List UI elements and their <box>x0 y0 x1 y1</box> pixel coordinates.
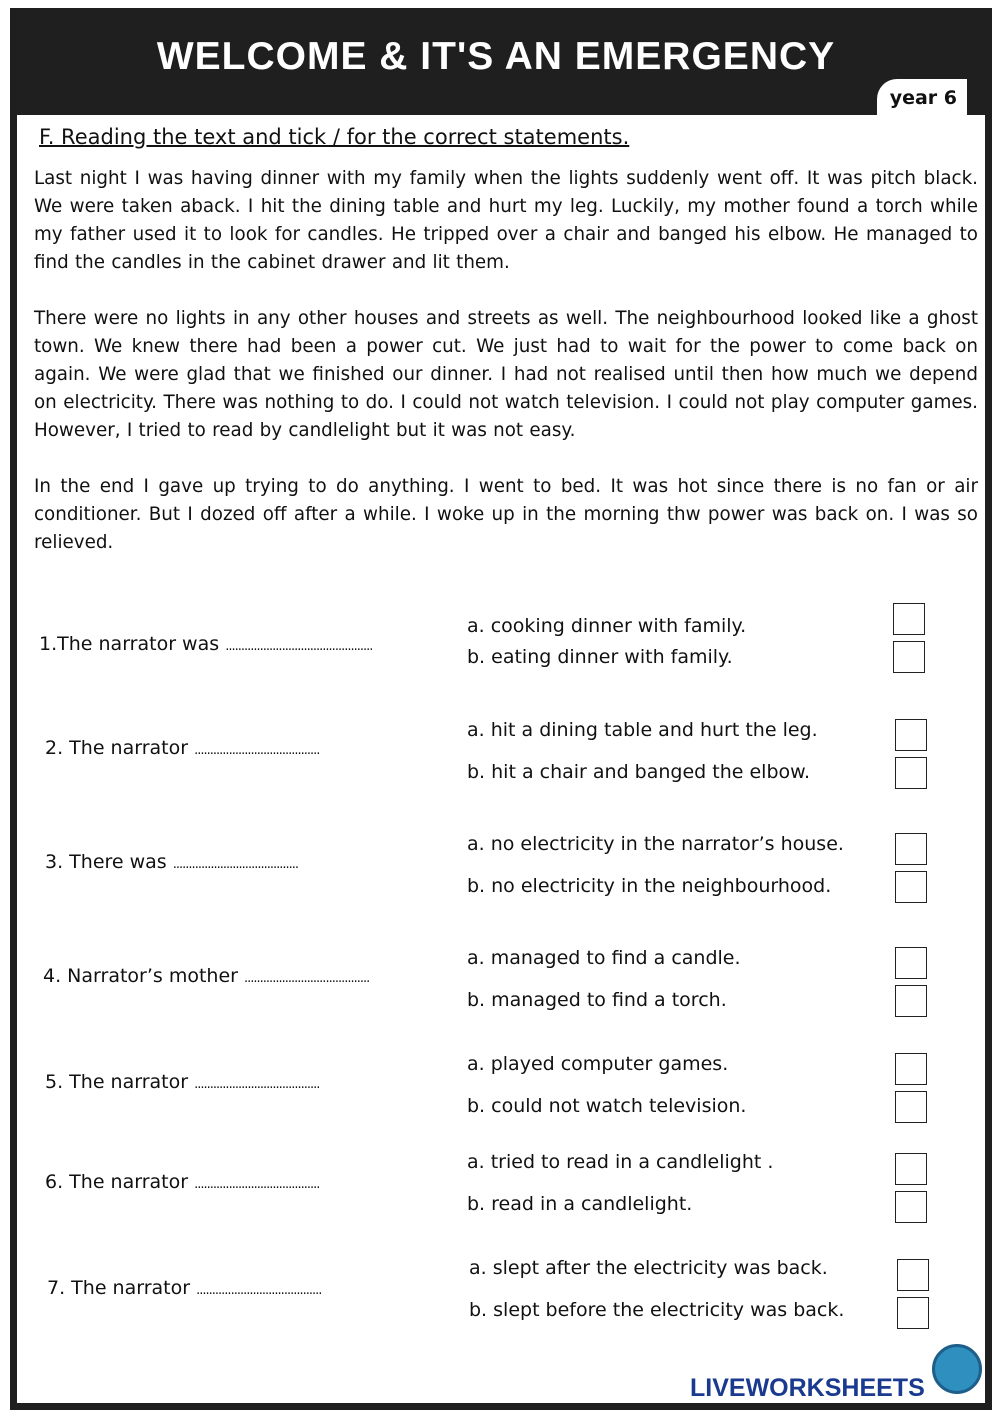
option-b-checkbox[interactable] <box>895 985 927 1017</box>
question-5 <box>17 1051 985 1141</box>
option-b-label: b. eating dinner with family. <box>467 646 733 668</box>
option-a-checkbox[interactable] <box>895 1053 927 1085</box>
question-stem <box>43 965 369 987</box>
teacher-badge-icon <box>932 1344 982 1394</box>
option-a-label: a. played computer games. <box>467 1053 729 1075</box>
passage-paragraph: In the end I gave up trying to do anything. I went to bed. It was hot since there is no fan or air conditioner. But I dozed off after a while. I woke up in the morning thw power was back on. I was so relieved. <box>34 476 978 553</box>
reading-passage <box>34 165 978 585</box>
question-3 <box>17 831 985 921</box>
option-b-checkbox[interactable] <box>895 871 927 903</box>
instruction-heading: F. Reading the text and tick / for the correct statements. <box>39 125 630 149</box>
option-b-checkbox[interactable] <box>895 1191 927 1223</box>
worksheet-title: WELCOME & IT'S AN EMERGENCY <box>156 35 836 78</box>
stem-text: 7. The narrator <box>47 1277 191 1299</box>
stem-text: 3. There was <box>45 851 167 873</box>
answer-blank: ........................................ <box>244 971 370 986</box>
question-stem <box>45 737 319 759</box>
option-a-checkbox[interactable] <box>897 1259 929 1291</box>
stem-text: 5. The narrator <box>45 1071 189 1093</box>
answer-blank: ........................................ <box>194 1177 320 1192</box>
question-2 <box>17 717 985 807</box>
option-b-label: b. hit a chair and banged the elbow. <box>467 761 810 783</box>
option-a-label: a. hit a dining table and hurt the leg. <box>467 719 818 741</box>
question-1 <box>17 603 985 693</box>
stem-text: 2. The narrator <box>45 737 189 759</box>
question-stem <box>45 1071 319 1093</box>
option-b-checkbox[interactable] <box>895 1091 927 1123</box>
option-b-label: b. read in a candlelight. <box>467 1193 693 1215</box>
stem-text: 1.The narrator was <box>39 633 220 655</box>
option-a-checkbox[interactable] <box>895 947 927 979</box>
option-a-checkbox[interactable] <box>895 1153 927 1185</box>
option-a-label: a. cooking dinner with family. <box>467 615 747 637</box>
question-stem <box>47 1277 321 1299</box>
option-b-label: b. managed to find a torch. <box>467 989 727 1011</box>
option-a-checkbox[interactable] <box>895 833 927 865</box>
option-a-label: a. slept after the electricity was back. <box>469 1257 828 1279</box>
passage-paragraph: There were no lights in any other houses and streets as well. The neighbourhood looked like a ghost town. We knew there had been a power cut. We just had to wait for the power to come back on again. We were glad that we finished our dinner. I had not realised until then how much we depend on electricity. There was nothing to do. I could not watch television. I could not play computer games. However, I tried to read by candlelight but it was not easy. <box>34 308 978 441</box>
option-a-label: a. no electricity in the narrator’s house. <box>467 833 844 855</box>
option-a-label: a. managed to find a candle. <box>467 947 741 969</box>
answer-blank: ........................................ <box>172 857 299 872</box>
stem-text: 6. The narrator <box>45 1171 189 1193</box>
option-b-checkbox[interactable] <box>893 641 925 673</box>
question-4 <box>17 945 985 1035</box>
answer-blank: ............................................... <box>225 639 373 654</box>
option-a-label: a. tried to read in a candlelight . <box>467 1151 774 1173</box>
stem-text: 4. Narrator’s mother <box>43 965 238 987</box>
question-6 <box>17 1151 985 1241</box>
question-stem <box>45 1171 319 1193</box>
option-a-checkbox[interactable] <box>895 719 927 751</box>
passage-paragraph: Last night I was having dinner with my family when the lights suddenly went off. It was pitch black. We were taken aback. I hit the dining table and hurt my leg. Luckily, my mother found a torch while my father used it to look for candles. He tripped over a chair and banged his elbow. He managed to find the candles in the cabinet drawer and lit them. <box>34 168 978 273</box>
answer-blank: ........................................ <box>194 1077 320 1092</box>
question-stem <box>45 851 298 873</box>
option-b-label: b. no electricity in the neighbourhood. <box>467 875 832 897</box>
title-banner <box>17 15 985 115</box>
liveworksheets-watermark: LIVEWORKSHEETS <box>690 1374 925 1402</box>
answer-blank: ........................................ <box>196 1283 322 1298</box>
worksheet-frame <box>10 8 992 1410</box>
option-b-checkbox[interactable] <box>897 1297 929 1329</box>
question-7 <box>17 1257 985 1347</box>
option-b-label: b. could not watch television. <box>467 1095 747 1117</box>
option-b-label: b. slept before the electricity was back. <box>469 1299 845 1321</box>
option-a-checkbox[interactable] <box>893 603 925 635</box>
question-stem <box>39 633 372 655</box>
answer-blank: ........................................ <box>194 743 320 758</box>
year-label: year 6 <box>889 87 957 109</box>
option-b-checkbox[interactable] <box>895 757 927 789</box>
